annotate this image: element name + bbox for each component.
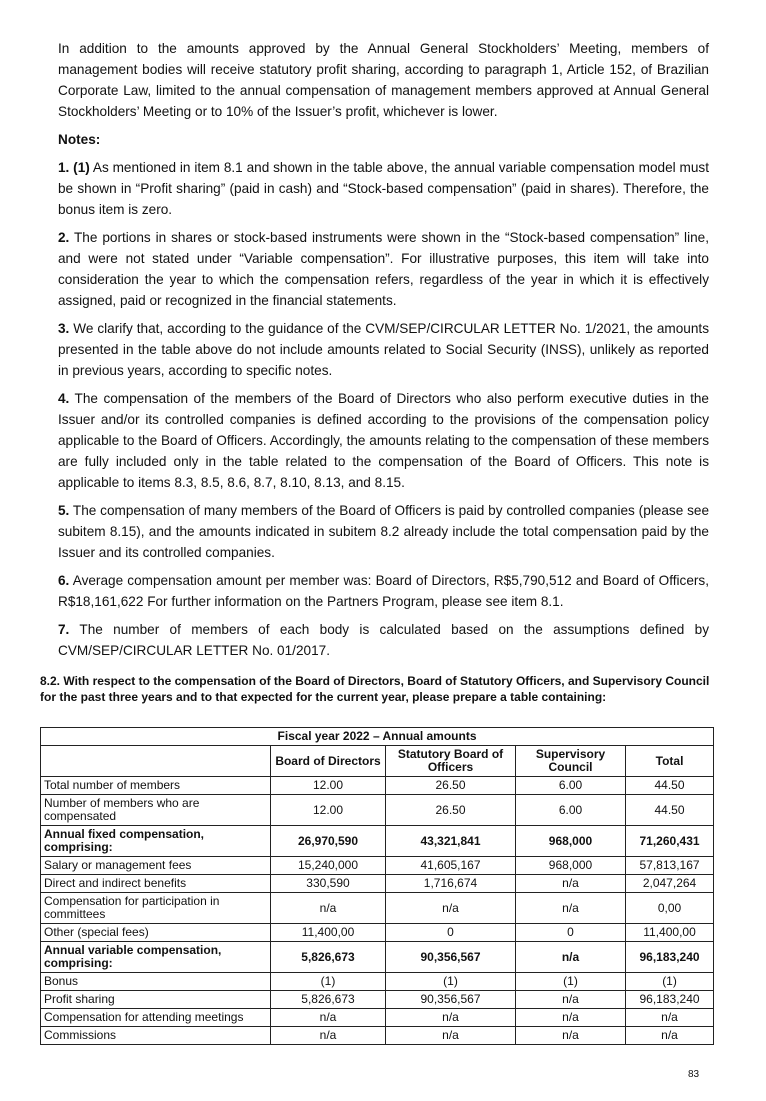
section-heading: 8.2. With respect to the compensation of the Board of Directors, Board of Statutory Officers, and Supervisory Council for the past three years and to that expected for the current year, please prepare a table containing: (40, 674, 710, 704)
table-row (41, 857, 714, 875)
value-cell: 44.50 (626, 795, 714, 826)
row-label: Other (special fees) (41, 924, 271, 942)
value-cell: 90,356,567 (386, 942, 516, 973)
row-label: Annual fixed compensation, comprising: (41, 826, 271, 857)
row-label: Compensation for attending meetings (41, 1009, 271, 1027)
row-label: Number of members who are compensated (41, 795, 271, 826)
table-row (41, 875, 714, 893)
value-cell: n/a (516, 875, 626, 893)
value-cell: 330,590 (271, 875, 386, 893)
notes-list (58, 157, 709, 661)
row-label: Commissions (41, 1027, 271, 1045)
value-cell: 26,970,590 (271, 826, 386, 857)
value-cell: 57,813,167 (626, 857, 714, 875)
intro-paragraph: In addition to the amounts approved by the Annual General Stockholders’ Meeting, members of management bodies will receive statutory profit sharing, according to paragraph 1, Article 152, of Brazilian Corporate Law, limited to the annual compensation of management members approved at Annual General Stockholders’ Meeting or to 10% of the Issuer’s profit, whichever is lower. (58, 41, 709, 119)
note-text: As mentioned in item 8.1 and shown in the table above, the annual variable compensation model must be shown in “Profit sharing” (paid in cash) and “Stock-based compensation” (paid in shares). Therefore, the bonus item is zero. (58, 160, 709, 217)
note-text: The compensation of many members of the Board of Officers is paid by controlled companies (please see subitem 8.15), and the amounts indicated in subitem 8.2 already include the total compensation paid by the Issuer and its controlled companies. (58, 503, 709, 560)
value-cell: 11,400,00 (626, 924, 714, 942)
note-paragraph (58, 318, 709, 381)
note-paragraph (58, 570, 709, 612)
value-cell: 26.50 (386, 795, 516, 826)
table-row (41, 924, 714, 942)
value-cell: 26.50 (386, 777, 516, 795)
note-number: 4. (58, 391, 70, 406)
value-cell: n/a (386, 1009, 516, 1027)
note-number: 6. (58, 573, 70, 588)
row-label: Salary or management fees (41, 857, 271, 875)
note-number: 2. (58, 230, 70, 245)
table-row (41, 826, 714, 857)
value-cell: n/a (516, 942, 626, 973)
value-cell: 96,183,240 (626, 991, 714, 1009)
value-cell: (1) (386, 973, 516, 991)
header-cell: Board of Directors (271, 746, 386, 777)
value-cell: (1) (516, 973, 626, 991)
value-cell: n/a (516, 893, 626, 924)
value-cell: (1) (271, 973, 386, 991)
row-label: Direct and indirect benefits (41, 875, 271, 893)
table-row (41, 1009, 714, 1027)
row-label: Bonus (41, 973, 271, 991)
table-title: Fiscal year 2022 – Annual amounts (41, 728, 714, 746)
table-row (41, 893, 714, 924)
value-cell: n/a (386, 1027, 516, 1045)
note-paragraph (58, 619, 709, 661)
value-cell: 968,000 (516, 857, 626, 875)
value-cell: n/a (626, 1027, 714, 1045)
value-cell: 71,260,431 (626, 826, 714, 857)
value-cell: 41,605,167 (386, 857, 516, 875)
value-cell: 1,716,674 (386, 875, 516, 893)
value-cell: 968,000 (516, 826, 626, 857)
table-row (41, 777, 714, 795)
note-text: Average compensation amount per member was: Board of Directors, R$5,790,512 and Board of Officers, R$18,161,622 For further information on the Partners Program, please see item 8.1. (58, 573, 709, 609)
value-cell: n/a (271, 1009, 386, 1027)
value-cell: n/a (516, 991, 626, 1009)
body-text (58, 38, 709, 661)
header-cell: Supervisory Council (516, 746, 626, 777)
note-number: 7. (58, 622, 70, 637)
value-cell: 12.00 (271, 795, 386, 826)
note-number: 1. (1) (58, 160, 90, 175)
value-cell: n/a (516, 1009, 626, 1027)
row-label: Profit sharing (41, 991, 271, 1009)
value-cell: n/a (271, 893, 386, 924)
value-cell: 6.00 (516, 795, 626, 826)
value-cell: 43,321,841 (386, 826, 516, 857)
table-row (41, 942, 714, 973)
value-cell: 90,356,567 (386, 991, 516, 1009)
value-cell: 11,400,00 (271, 924, 386, 942)
value-cell: 5,826,673 (271, 942, 386, 973)
note-text: The compensation of the members of the Board of Directors who also perform executive duties in the Issuer and/or its controlled companies is defined according to the provisions of the compensation policy applicable to the Board of Officers. Accordingly, the amounts relating to the compensation of these members are fully included only in the table related to the compensation of the Board of Officers. This note is applicable to items 8.3, 8.5, 8.6, 8.7, 8.10, 8.13, and 8.15. (58, 391, 709, 490)
value-cell: 6.00 (516, 777, 626, 795)
note-paragraph (58, 388, 709, 493)
table-row (41, 1027, 714, 1045)
value-cell: n/a (386, 893, 516, 924)
row-label: Compensation for participation in committees (41, 893, 271, 924)
value-cell: (1) (626, 973, 714, 991)
note-paragraph (58, 500, 709, 563)
note-paragraph (58, 157, 709, 220)
value-cell: n/a (626, 1009, 714, 1027)
value-cell: 96,183,240 (626, 942, 714, 973)
header-cell: Statutory Board of Officers (386, 746, 516, 777)
row-label: Total number of members (41, 777, 271, 795)
note-text: We clarify that, according to the guidance of the CVM/SEP/CIRCULAR LETTER No. 1/2021, the amounts presented in the table above do not include amounts related to Social Security (INSS), unlikely as reported in previous years, according to specific notes. (58, 321, 709, 378)
value-cell: n/a (271, 1027, 386, 1045)
value-cell: 0,00 (626, 893, 714, 924)
note-text: The portions in shares or stock-based instruments were shown in the “Stock-based compensation” line, and were not stated under “Variable compensation”. For illustrative purposes, this item will take into consideration the year to which the compensation refers, regardless of the year in which it is effectively assigned, paid or recognized in the financial statements. (58, 230, 709, 308)
value-cell: 12.00 (271, 777, 386, 795)
note-number: 5. (58, 503, 70, 518)
header-cell (41, 746, 271, 777)
header-cell: Total (626, 746, 714, 777)
value-cell: 0 (516, 924, 626, 942)
value-cell: 44.50 (626, 777, 714, 795)
page-number: 83 (688, 1069, 700, 1080)
compensation-table (40, 727, 714, 1045)
table-row (41, 991, 714, 1009)
notes-heading: Notes: (58, 132, 101, 147)
table-row (41, 795, 714, 826)
note-text: The number of members of each body is calculated based on the assumptions defined by CVM/SEP/CIRCULAR LETTER No. 01/2017. (58, 622, 709, 658)
note-paragraph (58, 227, 709, 311)
value-cell: 15,240,000 (271, 857, 386, 875)
note-number: 3. (58, 321, 70, 336)
table-row (41, 973, 714, 991)
value-cell: 0 (386, 924, 516, 942)
value-cell: 5,826,673 (271, 991, 386, 1009)
value-cell: 2,047,264 (626, 875, 714, 893)
value-cell: n/a (516, 1027, 626, 1045)
row-label: Annual variable compensation, comprising: (41, 942, 271, 973)
